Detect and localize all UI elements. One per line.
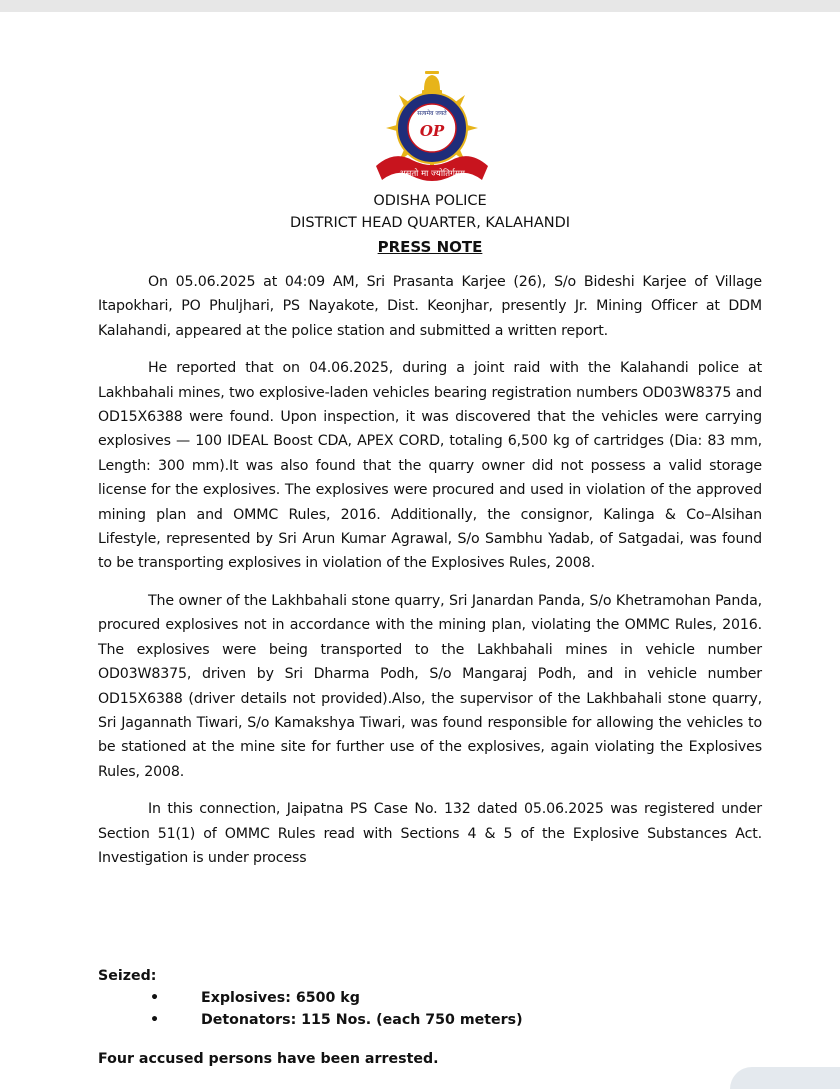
office-name: DISTRICT HEAD QUARTER, KALAHANDI [289,215,571,231]
paragraph-2: He reported that on 04.06.2025, during a joint raid with the Kalahandi police at Lakhbahali mines, two explosive-laden vehicles bearing registration numbers OD03W8375 and OD15X6388 were found. Upon inspection, it was discovered that the vehicles were carrying explosives — 100 IDEAL Boost CDA, APEX CORD, totaling 6,500 kg of cartridges (Dia: 83 mm, Length: 300 mm).It was also found that the quarry owner did not possess a valid storage license for the explosives. The explosives were procured and used in violation of the approved mining plan and OMMC Rules, 2016. Additionally, the consignor, Kalinga & Co–Alsihan Lifestyle, represented by Sri Arun Kumar Agrawal, S/o Sambhu Yadab, of Satgadai, was found to be transporting explosives in violation of the Explosives Rules, 2008. [98,360,762,572]
seized-item-detonators: Detonators: 115 Nos. (each 750 meters) [201,1012,523,1028]
emblem-motto: असतो मा ज्योतिर्गमय [399,169,465,179]
bullet-icon: • [150,1012,160,1028]
svg-text:OP: OP [419,122,445,140]
page-title: PRESS NOTE [377,238,483,256]
emblem-band-text: सत्यमेव जयते [417,110,447,117]
seized-section [98,965,762,1031]
paragraph-1: On 05.06.2025 at 04:09 AM, Sri Prasanta Karjee (26), S/o Bideshi Karjee of Village Itapokhari, PO Phuljhari, PS Nayakote, Dist. Keonjhar, presently Jr. Mining Officer at DDM Kalahandi, appeared at the police station and submitted a written report. [98,274,762,339]
body-text [98,270,762,883]
paragraph-4: In this connection, Jaipatna PS Case No. 132 dated 05.06.2025 was registered under Section 51(1) of OMMC Rules read with Sections 4 & 5 of the Explosive Substances Act. Investigation is under process [98,801,762,866]
list-item [98,987,762,1009]
odisha-police-emblem-icon [372,66,492,188]
org-name: ODISHA POLICE [373,193,487,209]
list-item [98,1009,762,1031]
page-corner-shadow [730,1067,840,1089]
document-page [0,12,840,1089]
closing-statement: Four accused persons have been arrested. [98,1051,439,1067]
seized-title: Seized: [98,968,157,984]
seized-item-explosives: Explosives: 6500 kg [201,990,360,1006]
bullet-icon: • [150,990,160,1006]
paragraph-3: The owner of the Lakhbahali stone quarry, Sri Janardan Panda, S/o Khetramohan Panda, procured explosives not in accordance with the mining plan, violating the OMMC Rules, 2016. The explosives were being transported to the Lakhbahali mines in vehicle number OD03W8375, driven by Sri Dharma Podh, S/o Mangaraj Podh, and in vehicle number OD15X6388 (driver details not provided).Also, the supervisor of the Lakhbahali stone quarry, Sri Jagannath Tiwari, S/o Kamakshya Tiwari, was found responsible for allowing the vehicles to be stationed at the mine site for further use of the explosives, again violating the Explosives Rules, 2008. [98,592,762,780]
seized-list [98,987,762,1031]
